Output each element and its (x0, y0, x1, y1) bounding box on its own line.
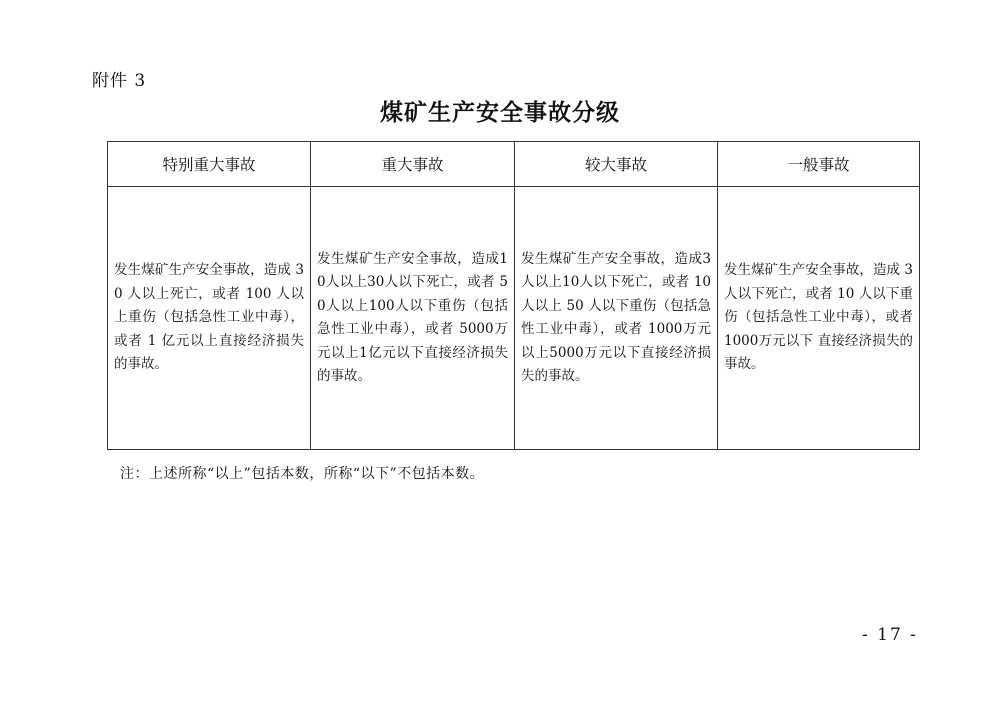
table-row (108, 187, 920, 450)
accident-grade-table (107, 141, 920, 450)
table-header-row (108, 142, 920, 187)
page-number: - 17 - (862, 625, 918, 645)
table-note: 注：上述所称“以上”包括本数，所称“以下”不包括本数。 (120, 466, 485, 482)
cell-extremely-serious-definition: 发生煤矿生产安全事故，造成 30 人以上死亡，或者 100 人以上重伤（包括急性工业中毒），或者 1 亿元以上直接经济损失的事故。 (108, 187, 311, 450)
header-general: 一般事故 (718, 142, 920, 187)
cell-serious-definition: 发生煤矿生产安全事故，造成10人以上30人以下死亡，或者 50人以上100人以下重伤（包括急性工业中毒），或者 5000万元以上1亿元以下直接经济损失的事故。 (311, 187, 515, 450)
attachment-label: 附件 3 (92, 71, 147, 91)
header-relatively-serious: 较大事故 (515, 142, 718, 187)
document-title: 煤矿生产安全事故分级 (380, 100, 620, 126)
header-extremely-serious: 特别重大事故 (108, 142, 311, 187)
cell-general-definition: 发生煤矿生产安全事故，造成 3 人以下死亡，或者 10 人以下重伤（包括急性工业中毒），或者 1000万元以下 直接经济损失的事故。 (718, 187, 920, 450)
cell-relatively-serious-definition: 发生煤矿生产安全事故，造成3人以上10人以下死亡，或者 10 人以上 50 人以下重伤（包括急性工业中毒），或者 1000万元以上5000万元以下直接经济损失的事故。 (515, 187, 718, 450)
header-serious: 重大事故 (311, 142, 515, 187)
